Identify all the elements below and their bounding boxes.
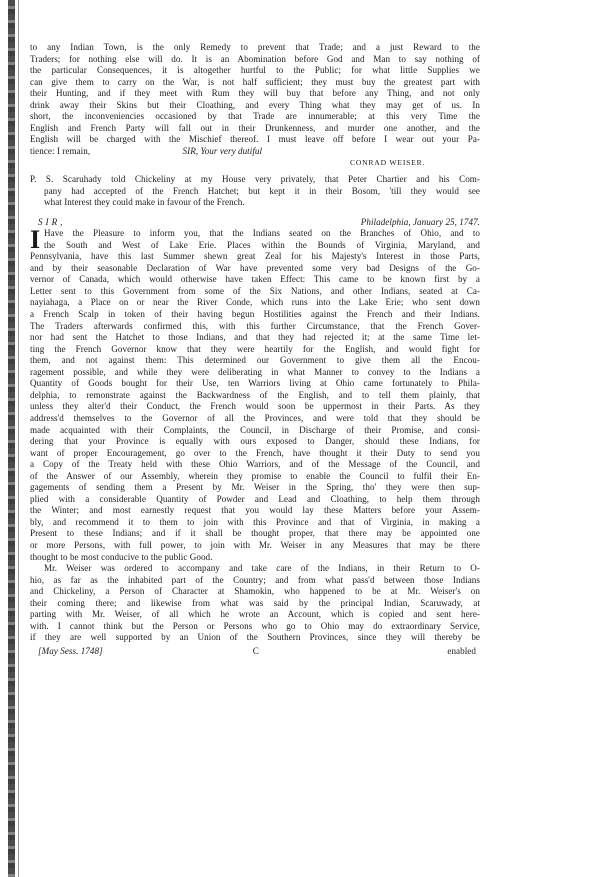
text-line: the South and West of Lake Erie. Places within the Bounds of Virginia, Maryland, and xyxy=(44,239,480,250)
session-note: [May Sess. 1748] xyxy=(38,645,103,656)
text-line: Have the Pleasure to inform you, that the Indians seated on the Branches of Ohio, and to xyxy=(44,228,480,239)
page-binding-edge xyxy=(8,0,15,877)
text-line: ting the French Governor know that they were heartily for the English, and would fight for xyxy=(30,343,480,354)
text-line: Pennsylvania, have this last Summer shewn great Zeal for his Majesty's Interest in those Parts, xyxy=(30,251,480,262)
text-line: with. I cannot think but the Person or Persons who go to Ohio may do extraordinary Service, xyxy=(30,620,480,631)
text-line: nayiahaga, a Place on or near the River Conde, which runs into the Lake Erie; who sent down xyxy=(30,297,480,308)
text-line: their Hunting, and if they meet with Rum they will buy that before any Thing, and not only xyxy=(30,88,480,99)
letter-signer: CONRAD WEISER. xyxy=(350,158,426,168)
text-line: nor had sent the Hatchet to those Indians, and that they had rejected it; at the same Time let- xyxy=(30,332,480,343)
text-line: can give them to carry on the War, is not half sufficient; they must buy the greatest part with xyxy=(30,76,480,87)
text-line: hio, as far as the inhabited part of the Country; and from what pass'd between those Indians xyxy=(30,574,480,585)
text-line: Present to these Indians; and if it shall be thought proper, that there may be appointed one xyxy=(30,528,480,539)
letter-closing: SIR, Your very dutiful xyxy=(182,145,263,156)
text-line: made acquainted with their Complaints, the Council, in Discharge of their Promise, and consi- xyxy=(30,424,480,435)
text-line: what Interest they could make in favour of the French. xyxy=(44,197,245,208)
signature-mark: C xyxy=(252,645,259,656)
text-line: delphia, to remonstrate against the Backwardness of the English, and to tell them plainly, that xyxy=(30,389,480,400)
letter-salutation: SIR, xyxy=(38,216,66,227)
letter-heading xyxy=(30,217,480,229)
text-line: vernor of Canada, which would otherwise have taken Effect: This came to be known first by a xyxy=(30,274,480,285)
text-line: if they are well supported by an Union of the Southern Provinces, since they will thereby be xyxy=(30,632,480,643)
text-line: Quantity of Goods bought for their Use, ten Warriors living at Ohio came fortunately to Phila- xyxy=(30,378,480,389)
drop-cap: I xyxy=(30,225,41,255)
document-page xyxy=(30,42,480,657)
text-line: P. S. Scaruhady told Chickeliny at my House very privately, that Peter Chartier and his Com- xyxy=(30,174,480,185)
postscript xyxy=(30,174,480,209)
letter-philadelphia xyxy=(30,217,480,644)
text-line: Traders; for nothing else will do. It is an Abomination before God and Man to say nothing of xyxy=(30,53,480,64)
text-line: Letter sent to this Government from some of the Six Nations, and other Indians, seated at Ca- xyxy=(30,285,480,296)
letter-place-date: Philadelphia, January 25, 1747. xyxy=(360,216,480,227)
text-line: a French Scalp in token of their having begun Hostilities against the French and their Indians. xyxy=(30,309,480,320)
text-line: their coming there; and likewise from what was said by the principal Indian, Scaruwady, at xyxy=(30,597,480,608)
text-line: to any Indian Town, is the only Remedy to prevent that Trade; and a just Reward to the xyxy=(30,42,480,52)
paragraph xyxy=(30,225,480,563)
catchword: enabled xyxy=(447,645,476,656)
text-line: and by their seasonable Declaration of War have prevented some very bad Designs of the Go- xyxy=(30,262,480,273)
text-line: them, and not against them: This determined our Government to give them all the Encou- xyxy=(30,355,480,366)
text-line xyxy=(30,146,480,158)
text-line: bly, and recommend it to them to join with this Province and that of Virginia, in making a xyxy=(30,516,480,527)
text-line: English will be charged with the Mischief thereof. I must leave off before I wear out your Pa- xyxy=(30,134,480,145)
text-line: the Winter; and most earnestly request that you would lay these Matters before your Assem- xyxy=(30,505,480,516)
text-line: or more Persons, with full power, to join with Mr. Weiser in any Measures that may be there xyxy=(30,539,480,550)
text-line: English and French Party will fall out in their Drunkenness, and murder one another, and the xyxy=(30,122,480,133)
text-line: The Traders afterwards confirmed this, with this further Circumstance, that the French Gover- xyxy=(30,320,480,331)
text-line: ragement possible, and while they were deliberating in what Manner to convey to the Indians a xyxy=(30,366,480,377)
page-binding-shadow xyxy=(18,0,19,877)
text-line: and Chickeliny, a Person of Character at Shamokin, who happened to be at Mr. Weiser's on xyxy=(30,586,480,597)
letter-weiser-continuation xyxy=(30,42,480,169)
text-line: address'd themselves to the Governor of all the Provinces, and were told that they should be xyxy=(30,412,480,423)
text-line: parting with Mr. Weiser, of all which he wrote an Account, which is copied and sent here- xyxy=(30,609,480,620)
text-line: short, the inconveniencies occasioned by that Trade are innumerable; at this very Time the xyxy=(30,111,480,122)
text-line: the particular Consequences, it is altogether hurtful to the Public; for what little Supplies we xyxy=(30,65,480,76)
text-line: thought to be most conducive to the public Good. xyxy=(30,551,213,562)
text-line: of the Answer of our Assembly, wherein they promise to enable the Council to fulfil their En- xyxy=(30,470,480,481)
text-line: plied with a considerable Quantity of Powder and Lead and Cloathing, to help them through xyxy=(30,493,480,504)
text-line: pany had accepted of the French Hatchet; but kept it in their Bosom, 'till they would see xyxy=(44,185,480,196)
text-line: unless they alter'd their Conduct, the French would soon be uppermost in their Parts. As they xyxy=(30,401,480,412)
text-line: want of proper Encouragement, go over to the French, have thought it their Duty to send you xyxy=(30,447,480,458)
page-footer xyxy=(30,646,480,658)
text-line: drink away their Skins but their Cloathing, and every Thing what they may get of us. In xyxy=(30,99,480,110)
text-line-end: tience: I remain, xyxy=(30,145,91,156)
text-line: Mr. Weiser was ordered to accompany and take care of the Indians, in their Return to O- xyxy=(44,563,480,574)
paragraph xyxy=(30,563,480,644)
text-line: gagements of sending them a Present by Mr. Weiser in the Spring, tho' they were then sup- xyxy=(30,482,480,493)
text-line: dering that your Province is equally with ours exposed to Danger, should these Indians, for xyxy=(30,436,480,447)
text-line: a Copy of the Treaty held with these Ohio Warriors, and of the Message of the Council, and xyxy=(30,459,480,470)
